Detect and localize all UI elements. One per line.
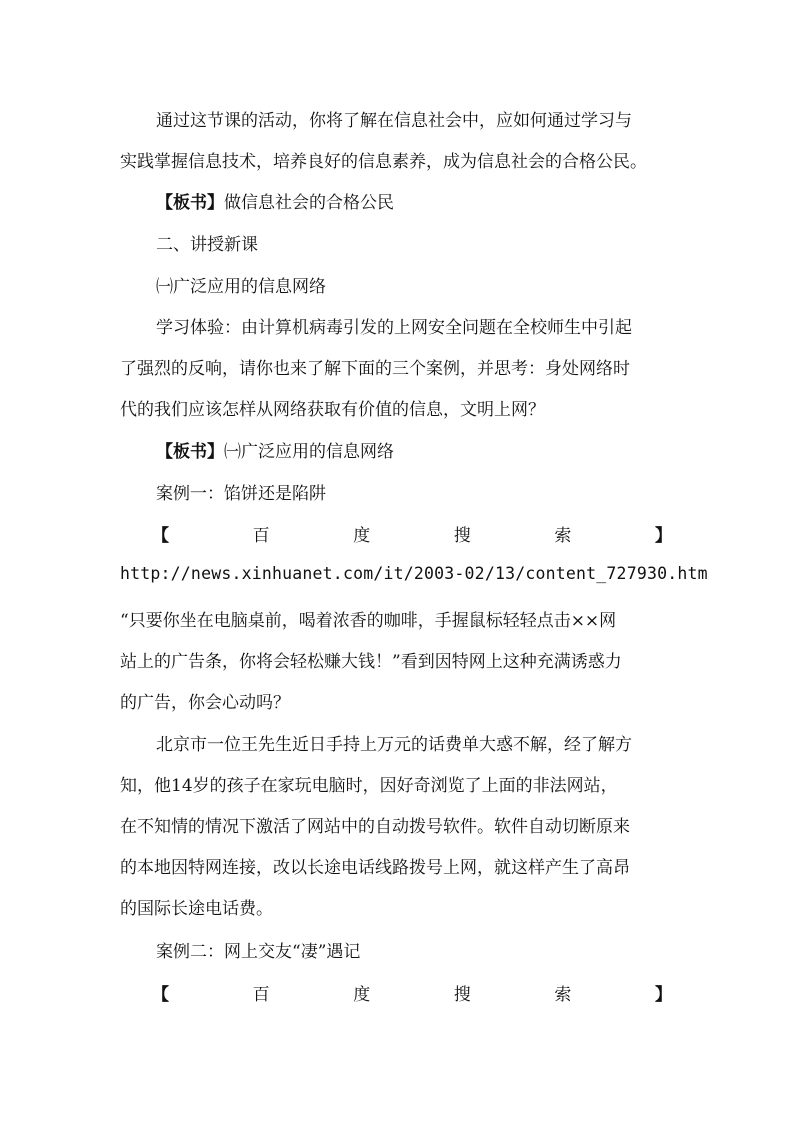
search-bracket-right: 】 <box>654 526 672 546</box>
board-note-text: 做信息社会的合格公民 <box>224 193 394 213</box>
search-label-2 <box>152 980 672 1005</box>
case1-story-line-4: 的本地因特网连接，改以长途电话线路拨号上网，就这样产生了高昂 <box>120 858 630 878</box>
board-note-2 <box>156 437 394 462</box>
search-char: 索 <box>554 526 572 546</box>
search-char: 度 <box>353 985 371 1005</box>
board-note-tag: 【板书】 <box>156 442 224 462</box>
search-char: 度 <box>353 526 371 546</box>
experience-line-2: 了强烈的反响，请你也来了解下面的三个案例，并思考：身处网络时 <box>120 359 630 379</box>
search-bracket-left: 【 <box>152 985 169 1005</box>
experience-line-1: 学习体验：由计算机病毒引发的上网安全问题在全校师生中引起 <box>156 318 632 338</box>
search-bracket-left: 【 <box>152 526 169 546</box>
case1-title: 案例一：馅饼还是陷阱 <box>156 484 326 504</box>
experience-line-3: 代的我们应该怎样从网络获取有价值的信息，文明上网？ <box>120 400 545 420</box>
search-char: 索 <box>554 985 572 1005</box>
case1-story-line-3: 在不知情的情况下激活了网站中的自动拨号软件。软件自动切断原来 <box>120 817 630 837</box>
intro-line-1: 通过这节课的活动，你将了解在信息社会中，应如何通过学习与 <box>156 111 632 131</box>
subsection-heading: ㈠广泛应用的信息网络 <box>156 277 326 297</box>
search-char: 搜 <box>453 526 471 546</box>
board-note-1 <box>156 188 394 213</box>
board-note-tag: 【板书】 <box>156 193 224 213</box>
search-label-1 <box>152 521 672 546</box>
search-char: 百 <box>252 985 270 1005</box>
case1-story-line-2: 知，他14岁的孩子在家玩电脑时，因好奇浏览了上面的非法网站， <box>120 776 618 796</box>
case1-story-line-1: 北京市一位王先生近日手持上万元的话费单大惑不解，经了解方 <box>156 735 632 755</box>
case1-quote-line-2: 站上的广告条，你将会轻松赚大钱！”看到因特网上这种充满诱惑力 <box>120 652 622 672</box>
section-heading: 二、讲授新课 <box>156 235 258 255</box>
case2-title: 案例二：网上交友“凄”遇记 <box>156 942 361 962</box>
case1-quote-line-1: “只要你坐在电脑桌前，喝着浓香的咖啡，手握鼠标轻轻点击××网 <box>120 611 617 631</box>
search-char: 搜 <box>453 985 471 1005</box>
case1-quote-line-3: 的广告，你会心动吗？ <box>120 693 290 713</box>
intro-line-2: 实践掌握信息技术，培养良好的信息素养，成为信息社会的合格公民。 <box>120 152 647 172</box>
search-char: 百 <box>252 526 270 546</box>
search-bracket-right: 】 <box>654 985 672 1005</box>
board-note-text: ㈠广泛应用的信息网络 <box>224 442 394 462</box>
case1-story-line-5: 的国际长途电话费。 <box>120 899 273 919</box>
case1-url: http://news.xinhuanet.com/it/2003-02/13/content_727930.htm <box>120 564 708 583</box>
